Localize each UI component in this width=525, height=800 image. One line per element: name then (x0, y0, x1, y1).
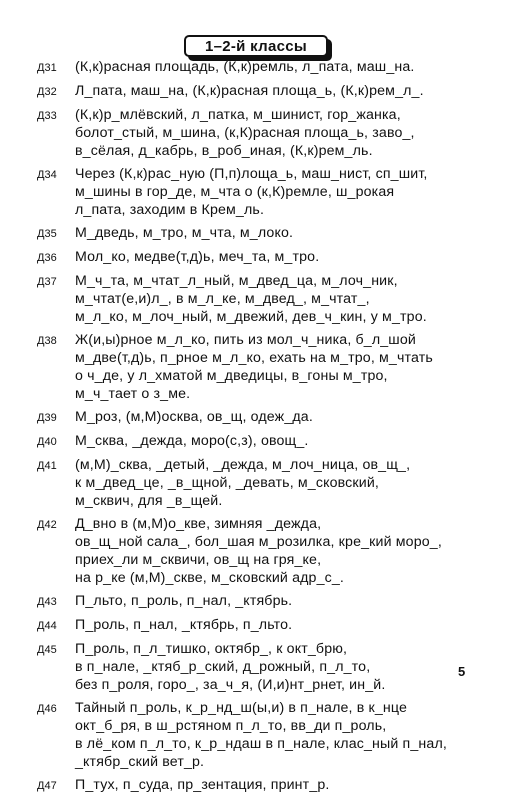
exercise-line: П_роль, п_нал, _ктябрь, п_льто. (75, 617, 293, 633)
exercise-line: _ктябр_ский вет_р. (75, 754, 205, 770)
exercise-text (75, 82, 507, 100)
exercise-number: Д42 (37, 519, 57, 531)
exercise-text (75, 456, 507, 510)
exercise-item (37, 82, 507, 101)
exercise-number: Д43 (37, 596, 57, 608)
exercise-item (37, 165, 507, 219)
exercise-line: о ч_де, у л_хматой м_дведицы, в_гоны м_тро, (75, 368, 388, 384)
exercise-line: П_роль, п_л_тишко, октябр_, к окт_брю, (75, 641, 348, 657)
exercise-item (37, 699, 507, 771)
exercise-line: окт_б_ря, в ш_рстяном п_л_то, вв_ди п_роль, (75, 718, 387, 734)
exercise-item (37, 408, 507, 427)
exercise-line: в_сёлая, д_кабрь, в_роб_иная, (К,к)рем_ль. (75, 143, 373, 159)
exercise-item (37, 331, 507, 403)
exercise-line: М_роз, (м,М)осква, ов_щ, одеж_да. (75, 409, 313, 425)
exercise-line: м_сквич, для _в_щей. (75, 493, 223, 509)
exercise-line: Д_вно в (м,М)о_кве, зимняя _дежда, (75, 516, 322, 532)
exercise-number: Д40 (37, 436, 57, 448)
exercise-line: (м,М)_сква, _детый, _дежда, м_лоч_ница, ов_щ_, (75, 457, 411, 473)
exercise-item (37, 248, 507, 267)
exercise-item (37, 776, 507, 795)
exercise-number: Д35 (37, 228, 57, 240)
exercise-number: Д44 (37, 620, 57, 632)
exercise-line: м_л_ко, м_лоч_ный, м_двежий, дев_ч_кин, у м_тро. (75, 309, 427, 325)
exercise-line: болот_стый, м_шина, (к,К)расная площа_ь, заво_, (75, 125, 415, 141)
exercise-number: Д37 (37, 276, 57, 288)
exercise-number: Д36 (37, 252, 57, 264)
exercise-text (75, 515, 507, 587)
exercise-line: м_ч_тает о з_ме. (75, 386, 191, 402)
exercise-line: ов_щ_ной сала_, бол_шая м_розилка, кре_кий моро_, (75, 534, 442, 550)
exercise-line: м_чтат(е,и)л_, в м_л_ке, м_двед_, м_чтат_, (75, 291, 370, 307)
exercise-number: Д47 (37, 780, 57, 792)
exercise-text (75, 165, 507, 219)
exercise-number: Д39 (37, 412, 57, 424)
exercise-item (37, 432, 507, 451)
exercise-list (37, 58, 507, 800)
exercise-item (37, 592, 507, 611)
exercise-number: Д45 (37, 644, 57, 656)
exercise-item (37, 640, 507, 694)
exercise-number: Д31 (37, 62, 57, 74)
section-header (184, 35, 332, 59)
exercise-text (75, 331, 507, 403)
exercise-text (75, 272, 507, 326)
exercise-number: Д38 (37, 335, 57, 347)
exercise-item (37, 616, 507, 635)
exercise-line: л_пата, заходим в Крем_ль. (75, 202, 265, 218)
exercise-text (75, 699, 507, 771)
exercise-number: Д32 (37, 86, 57, 98)
exercise-item (37, 272, 507, 326)
page-number: 5 (458, 664, 466, 679)
exercise-line: П_тух, п_суда, пр_зентация, принт_р. (75, 777, 330, 793)
exercise-text (75, 224, 507, 242)
exercise-line: Ж(и,ы)рное м_л_ко, пить из мол_ч_ника, б_л_шой (75, 332, 416, 348)
exercise-number: Д33 (37, 110, 57, 122)
exercise-text (75, 776, 507, 794)
exercise-item (37, 224, 507, 243)
exercise-line: на р_ке (м,М)_скве, м_сковский адр_с_. (75, 570, 344, 586)
exercise-item (37, 515, 507, 587)
section-title: 1–2-й классы (184, 35, 328, 57)
exercise-line: м_шины в гор_де, м_чта о (к,К)ремле, ш_рокая (75, 184, 395, 200)
exercise-text (75, 432, 507, 450)
exercise-line: в лё_ком п_л_то, к_р_ндаш в п_нале, клас_ный п_нал, (75, 736, 447, 752)
exercise-line: (К,к)р_млёвский, л_патка, м_шинист, гор_жанка, (75, 107, 401, 123)
exercise-item (37, 106, 507, 160)
exercise-line: П_льто, п_роль, п_нал, _ктябрь. (75, 593, 293, 609)
exercise-text (75, 408, 507, 426)
exercise-item (37, 58, 507, 77)
exercise-item (37, 456, 507, 510)
exercise-line: в п_нале, _ктяб_р_ский, д_рожный, п_л_то, (75, 659, 371, 675)
exercise-line: Мол_ко, медве(т,д)ь, меч_та, м_тро. (75, 249, 320, 265)
exercise-line: М_сква, _дежда, моро(с,з), овощ_. (75, 433, 309, 449)
exercise-line: Через (К,к)рас_ную (П,п)лоща_ь, маш_нист, сп_шит, (75, 166, 428, 182)
exercise-line: м_две(т,д)ь, п_рное м_л_ко, ехать на м_тро, м_чтать (75, 350, 433, 366)
exercise-line: без п_роля, горо_, за_ч_я, (И,и)нт_рнет, ин_й. (75, 677, 386, 693)
exercise-text (75, 106, 507, 160)
exercise-text (75, 58, 507, 76)
exercise-number: Д34 (37, 169, 57, 181)
exercise-line: М_ч_та, м_чтат_л_ный, м_двед_ца, м_лоч_ник, (75, 273, 398, 289)
exercise-text (75, 616, 507, 634)
exercise-number: Д41 (37, 460, 57, 472)
exercise-line: к м_двед_це, _в_щной, _девать, м_сковский, (75, 475, 380, 491)
exercise-line: (К,к)расная площадь, (К,к)ремль, л_пата, маш_на. (75, 59, 415, 75)
exercise-line: Л_пата, маш_на, (К,к)расная площа_ь, (К,к)рем_л_. (75, 83, 424, 99)
exercise-line: М_дведь, м_тро, м_чта, м_локо. (75, 225, 294, 241)
exercise-number: Д46 (37, 703, 57, 715)
exercise-line: приех_ли м_сквичи, ов_щ на гря_ке, (75, 552, 322, 568)
exercise-line: Тайный п_роль, к_р_нд_ш(ы,и) в п_нале, в к_нце (75, 700, 408, 716)
exercise-text (75, 640, 507, 694)
exercise-text (75, 248, 507, 266)
exercise-text (75, 592, 507, 610)
